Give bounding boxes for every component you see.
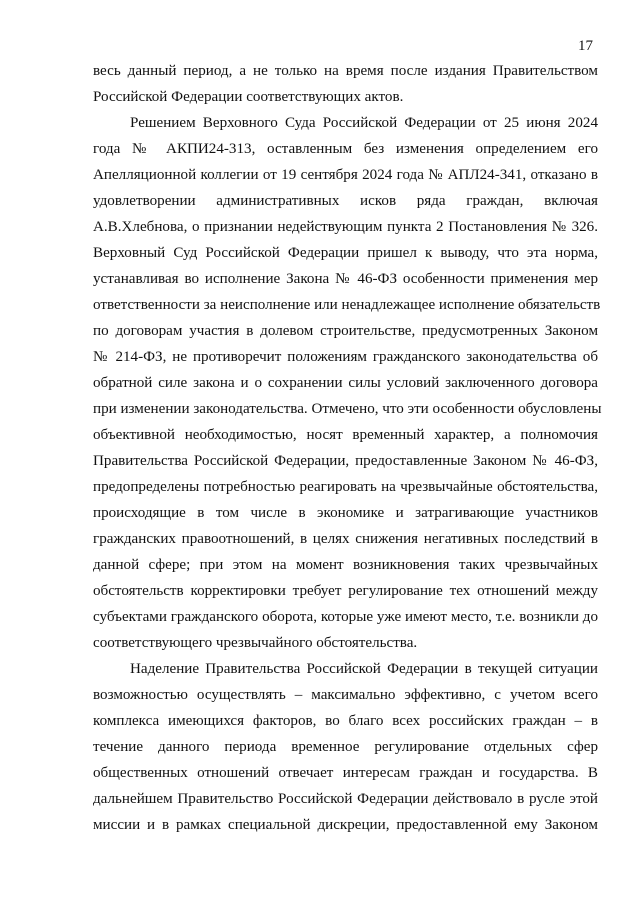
text-line: субъектами гражданского оборота, которые уже имеют место, т.е. возникли до: [93, 609, 598, 625]
text-line: по договорам участия в долевом строительстве, предусмотренных Законом: [93, 323, 598, 339]
text-line: обратной силе закона и о сохранении силы условий заключенного договора: [93, 375, 598, 391]
text-line: гражданских правоотношений, в целях снижения негативных последствий в: [93, 531, 598, 547]
text-line: устанавливая во исполнение Закона № 46-ФЗ особенности применения мер: [93, 271, 598, 287]
text-line: Правительства Российской Федерации, предоставленные Законом № 46-ФЗ,: [93, 453, 598, 469]
paragraph-2: [93, 110, 602, 656]
text-line: при изменении законодательства. Отмечено, что эти особенности обусловлены: [93, 401, 602, 417]
text-line: возможностью осуществлять – максимально эффективно, с учетом всего: [93, 687, 598, 703]
text-line: предопределены потребностью реагировать на чрезвычайные обстоятельства,: [93, 479, 598, 495]
text-line: общественных отношений отвечает интересам граждан и государства. В: [93, 765, 598, 781]
text-line: данной сфере; при этом на момент возникновения таких чрезвычайных: [93, 557, 598, 573]
text-line: Апелляционной коллегии от 19 сентября 2024 года № АПЛ24-341, отказано в: [93, 167, 598, 183]
text-line: ответственности за неисполнение или ненадлежащее исполнение обязательств: [93, 297, 601, 313]
text-line: происходящие в том числе в экономике и затрагивающие участников: [93, 505, 598, 521]
text-line: соответствующего чрезвычайного обстоятельства.: [93, 635, 418, 651]
text-line: № 214-ФЗ, не противоречит положениям гражданского законодательства об: [93, 349, 598, 365]
text-line: А.В.Хлебнова, о признании недействующим пункта 2 Постановления № 326.: [93, 219, 598, 235]
document-body: [93, 58, 602, 838]
text-line: весь данный период, а не только на время после издания Правительством: [93, 63, 598, 79]
text-line: течение данного периода временное регулирование отдельных сфер: [93, 739, 598, 755]
text-line: комплекса имеющихся факторов, во благо всех российских граждан – в: [93, 713, 598, 729]
text-line: Решением Верховного Суда Российской Федерации от 25 июня 2024: [130, 115, 598, 131]
paragraph-1: [93, 58, 598, 110]
text-line: дальнейшем Правительство Российской Федерации действовало в русле этой: [93, 791, 598, 807]
text-line: удовлетворении административных исков ряда граждан, включая: [93, 193, 598, 209]
text-line: Российской Федерации соответствующих актов.: [93, 89, 404, 105]
text-line: миссии и в рамках специальной дискреции, предоставленной ему Законом: [93, 817, 598, 833]
text-line: Наделение Правительства Российской Федерации в текущей ситуации: [130, 661, 598, 677]
text-line: Верховный Суд Российской Федерации пришел к выводу, что эта норма,: [93, 245, 598, 261]
paragraph-3: [93, 656, 598, 838]
page-number: 17: [578, 38, 593, 54]
text-line: года № АКПИ24-313, оставленным без изменения определением его: [93, 141, 598, 157]
text-line: объективной необходимостью, носят временный характер, а полномочия: [93, 427, 598, 443]
text-line: обстоятельств корректировки требует регулирование тех отношений между: [93, 583, 598, 599]
